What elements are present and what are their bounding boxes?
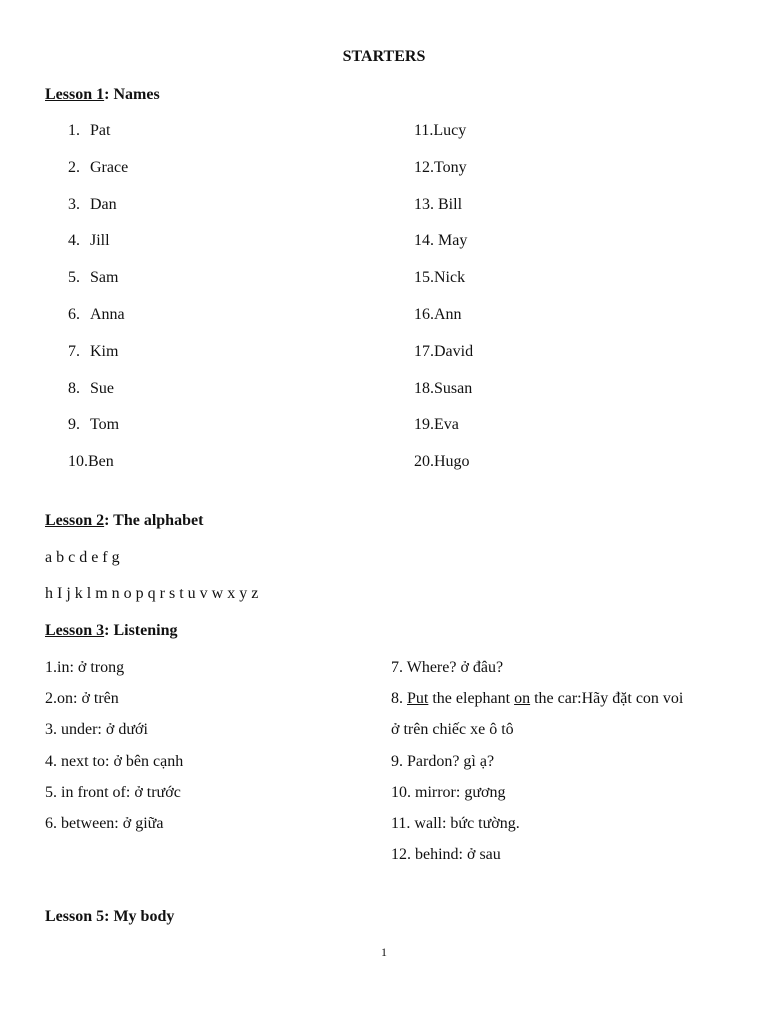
lesson-5-label: Lesson 5: [45, 908, 105, 925]
vocab-item-4: 4. next to: ở bên cạnh: [45, 753, 184, 770]
name-text: Grace: [90, 159, 129, 176]
name-item: 12.Tony: [414, 159, 467, 176]
vocab-item-8: [391, 689, 683, 709]
vocab-item-8-part-3: the car:Hãy đặt con voi: [530, 690, 684, 707]
vocab-item-8-put: Put: [407, 690, 429, 707]
name-number: 1.: [68, 122, 80, 139]
lesson-5-title: : My body: [104, 908, 175, 925]
vocab-item-8-part-1: 8.: [391, 690, 407, 707]
vocab-item-7: 7. Where? ở đâu?: [391, 659, 504, 676]
vocab-item-2: 2.on: ở trên: [45, 690, 119, 707]
name-item: [68, 452, 114, 472]
alphabet-line-2: h I j k l m n o p q r s t u v w x y z: [45, 585, 259, 602]
name-text: Tom: [90, 416, 120, 433]
name-item: 11.Lucy: [414, 122, 467, 139]
name-item: 17.David: [414, 343, 474, 360]
name-item: [68, 305, 125, 325]
vocab-item-8-part-2: the elephant: [428, 690, 515, 707]
vocab-item-8-continued: ở trên chiếc xe ô tô: [391, 721, 514, 738]
lesson-2-label: Lesson 2: [45, 512, 105, 529]
lesson-3-heading: [45, 621, 177, 641]
name-number: 9.: [68, 416, 80, 433]
name-text: Jill: [90, 232, 110, 249]
name-item: [68, 342, 118, 362]
name-item: 16.Ann: [414, 306, 462, 323]
name-number: 3.: [68, 196, 80, 213]
name-number: 5.: [68, 269, 80, 286]
name-text: Kim: [90, 343, 119, 360]
lesson-3-label: Lesson 3: [45, 622, 105, 639]
lesson-2-title: : The alphabet: [104, 512, 204, 529]
name-number: 8.: [68, 380, 80, 397]
lesson-2-heading: [45, 511, 203, 531]
name-text: Sam: [90, 269, 119, 286]
name-item: 19.Eva: [414, 416, 459, 433]
vocab-item-3: 3. under: ở dưới: [45, 721, 148, 738]
lesson-1-label: Lesson 1: [45, 86, 105, 103]
vocab-item-5: 5. in front of: ở trước: [45, 784, 181, 801]
alphabet-line-1: a b c d e f g: [45, 549, 120, 566]
name-text: Pat: [90, 122, 111, 139]
page-number: 1: [381, 945, 387, 959]
vocab-item-6: 6. between: ở giữa: [45, 815, 164, 832]
name-item: 18.Susan: [414, 380, 473, 397]
name-item: [68, 158, 128, 178]
name-number: 2.: [68, 159, 80, 176]
name-item: 15.Nick: [414, 269, 466, 286]
name-item: 20.Hugo: [414, 453, 470, 470]
vocab-item-9: 9. Pardon? gì ạ?: [391, 753, 495, 770]
name-item: [68, 268, 118, 288]
vocab-item-12: 12. behind: ở sau: [391, 846, 501, 863]
name-item: [68, 195, 117, 215]
name-text: 10.Ben: [68, 453, 114, 470]
lesson-1-title: : Names: [104, 86, 160, 103]
page-title: STARTERS: [342, 48, 426, 65]
name-item: 13. Bill: [414, 196, 463, 213]
vocab-item-10: 10. mirror: gương: [391, 784, 506, 801]
name-item: [68, 379, 114, 399]
name-text: Anna: [90, 306, 125, 323]
name-number: 4.: [68, 232, 80, 249]
name-item: [68, 415, 119, 435]
name-number: 7.: [68, 343, 80, 360]
name-item: [68, 231, 110, 251]
vocab-item-1: 1.in: ở trong: [45, 659, 125, 676]
name-text: Sue: [90, 380, 114, 397]
lesson-3-title: : Listening: [104, 622, 178, 639]
name-number: 6.: [68, 306, 80, 323]
lesson-1-heading: [45, 85, 160, 105]
lesson-5-heading: [45, 907, 174, 927]
name-item: 14. May: [414, 232, 468, 249]
vocab-item-8-on: on: [514, 690, 531, 707]
vocab-item-11: 11. wall: bức tường.: [391, 815, 520, 832]
name-text: Dan: [90, 196, 117, 213]
name-item: [68, 121, 110, 141]
